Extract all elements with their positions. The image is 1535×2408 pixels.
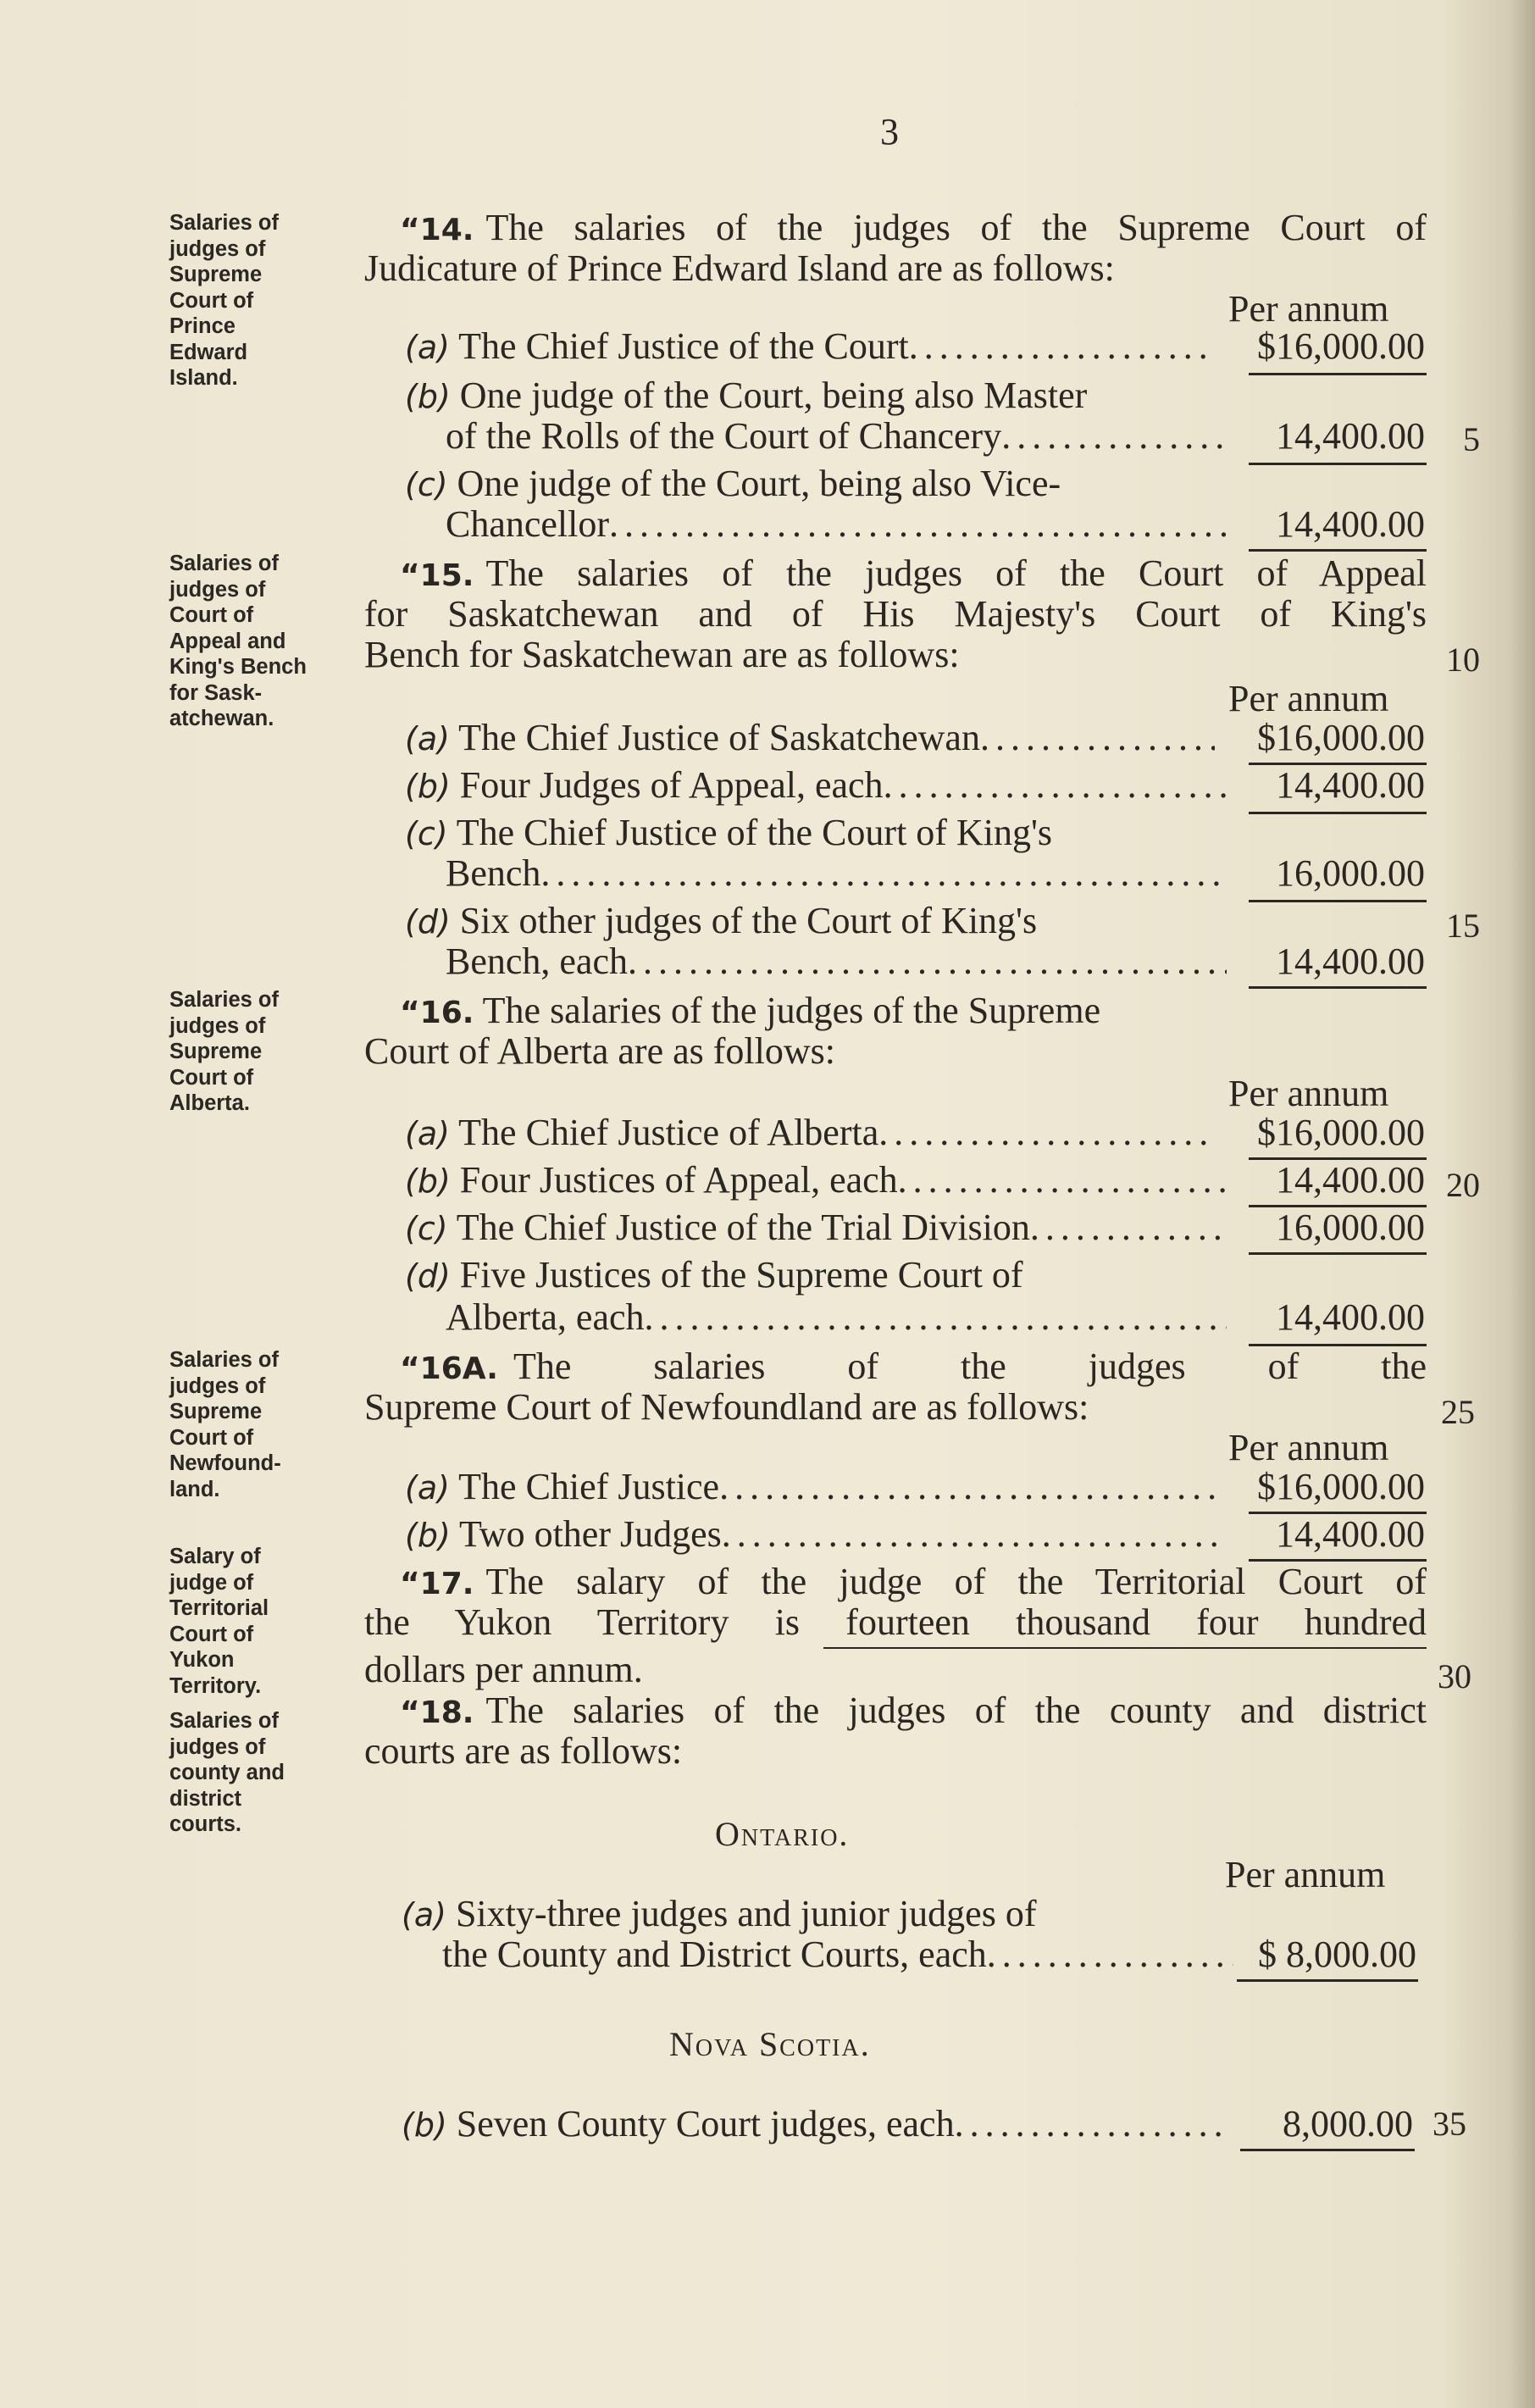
ontario-item-a-line1 xyxy=(402,1893,1036,1936)
item-mark: (b) xyxy=(405,1162,451,1200)
item-text: Six other judges of the Court of King's xyxy=(459,900,1038,941)
item-text: Sixty-three judges and junior judges of xyxy=(455,1893,1037,1934)
line-number: 25 xyxy=(1441,1393,1475,1431)
margin-line: judges of xyxy=(169,1013,266,1038)
item-mark: (b) xyxy=(402,2106,447,2144)
margin-line: district xyxy=(169,1786,242,1811)
item-mark: (d) xyxy=(405,1257,451,1295)
s16-line-1 xyxy=(400,990,1100,1035)
leader-dots xyxy=(540,852,1227,895)
item-text: Two other Judges xyxy=(459,1513,722,1555)
item-mark: (a) xyxy=(405,329,450,366)
item-text: Seven County Court judges, each xyxy=(456,2103,955,2144)
s17-line-3: dollars per annum. xyxy=(364,1649,643,1690)
item-text: Alberta, each xyxy=(446,1296,645,1338)
margin-note-newfoundland xyxy=(169,1347,322,1502)
s15-item-d-line2 xyxy=(446,940,1227,983)
s16a-line-2: Supreme Court of Newfoundland are as follows: xyxy=(364,1386,1089,1428)
per-annum-heading: Per annum xyxy=(1228,288,1389,330)
s16-c-amount: 16,000.00 xyxy=(1276,1207,1425,1248)
page-number: 3 xyxy=(880,111,899,153)
margin-line: Alberta. xyxy=(169,1091,250,1115)
s15-c-amount: 16,000.00 xyxy=(1276,852,1425,894)
item-text: of the Rolls of the Court of Chancery xyxy=(446,415,1002,457)
margin-line: Salaries of xyxy=(169,1709,279,1733)
item-text: Four Judges of Appeal, each xyxy=(459,764,884,806)
item-text: One judge of the Court, being also Vice- xyxy=(457,463,1061,504)
line-number: 20 xyxy=(1446,1166,1480,1204)
margin-line: Salaries of xyxy=(169,988,279,1012)
s16a-item-b xyxy=(405,1513,1227,1556)
item-mark: (d) xyxy=(405,903,451,940)
item-text: The Chief Justice of the Court xyxy=(458,325,909,367)
item-mark: (a) xyxy=(405,1469,450,1506)
s15-line-3: Bench for Saskatchewan are as follows: xyxy=(364,634,960,675)
item-text: Four Justices of Appeal, each xyxy=(459,1159,898,1201)
ontario-item-a-line2 xyxy=(442,1934,1233,1976)
margin-line: Territorial xyxy=(169,1596,269,1620)
margin-line: land. xyxy=(169,1477,220,1501)
section-number-suffix: A. xyxy=(462,1351,498,1386)
item-mark: (a) xyxy=(405,1115,450,1152)
amount-rule xyxy=(1249,549,1427,552)
s15-text-2: for Saskatchewan and of His Majesty's Court of King's xyxy=(364,593,1427,635)
s15-line-2 xyxy=(364,593,1427,635)
margin-line: Edward xyxy=(169,340,248,364)
item-mark: (b) xyxy=(405,378,451,415)
margin-line: Court of xyxy=(169,603,254,627)
leader-dots xyxy=(955,2103,1230,2145)
s17-line-1 xyxy=(400,1561,1427,1606)
section-number: “15. xyxy=(400,558,474,593)
margin-line: Prince xyxy=(169,314,236,338)
leader-dots xyxy=(980,717,1215,759)
s15-b-amount: 14,400.00 xyxy=(1276,764,1425,806)
section-number: “18. xyxy=(400,1695,474,1730)
s16-line-2: Court of Alberta are as follows: xyxy=(364,1030,835,1072)
per-annum-heading: Per annum xyxy=(1228,1427,1389,1468)
amount-rule xyxy=(1249,986,1427,989)
item-mark: (c) xyxy=(405,1210,448,1247)
s16a-item-a xyxy=(405,1466,1215,1508)
s16a-b-amount: 14,400.00 xyxy=(1276,1513,1425,1555)
s14-c-amount: 14,400.00 xyxy=(1276,503,1425,545)
item-mark: (a) xyxy=(402,1896,446,1934)
item-mark: (b) xyxy=(405,768,451,805)
leader-dots xyxy=(645,1296,1227,1339)
page-edge-shadow xyxy=(1510,0,1535,2408)
margin-note-alberta xyxy=(169,987,322,1117)
s16-item-c xyxy=(405,1207,1227,1249)
s16-item-a xyxy=(405,1112,1215,1154)
s16-item-d-line2 xyxy=(446,1296,1227,1339)
margin-line: atchewan. xyxy=(169,707,274,730)
s15-item-b xyxy=(405,764,1227,807)
s15-line-1 xyxy=(400,552,1427,597)
item-text: Bench, each xyxy=(446,940,628,982)
leader-dots xyxy=(884,764,1227,807)
item-text: The Chief Justice xyxy=(458,1466,720,1507)
nova-scotia-amount: 8,000.00 xyxy=(1283,2103,1413,2144)
leader-dots xyxy=(628,940,1227,983)
s16-item-d-line1 xyxy=(405,1254,1023,1297)
margin-line: Territory. xyxy=(169,1673,262,1698)
margin-line: Court of xyxy=(169,1425,254,1450)
s17-text-2: the Yukon Territory is fourteen thousand four hundred xyxy=(364,1601,1427,1643)
amount-rule xyxy=(1240,2149,1415,2151)
s14-line-1 xyxy=(400,207,1427,252)
s15-text-1: The salaries of the judges of the Court of Appeal xyxy=(485,552,1427,594)
per-annum-heading: Per annum xyxy=(1228,678,1389,719)
amount-rule xyxy=(1249,1252,1427,1255)
s15-item-a xyxy=(405,717,1215,759)
line-number: 30 xyxy=(1438,1657,1471,1695)
leader-dots xyxy=(1001,415,1227,458)
margin-line: Appeal and xyxy=(169,629,286,653)
s14-item-b-line1 xyxy=(405,375,1087,418)
item-mark: (c) xyxy=(405,466,448,503)
leader-dots xyxy=(987,1934,1233,1976)
s16-item-b xyxy=(405,1159,1227,1201)
heading-ontario: Ontario. xyxy=(715,1815,850,1853)
margin-line: Supreme xyxy=(169,1040,263,1063)
line-number: 15 xyxy=(1446,907,1480,945)
margin-line: Court of xyxy=(169,1622,254,1646)
section-number: “14. xyxy=(400,213,474,247)
s16-d-amount: 14,400.00 xyxy=(1276,1296,1425,1338)
margin-line: Salaries of xyxy=(169,1348,279,1372)
amount-rule xyxy=(1249,463,1427,465)
s15-a-amount: $16,000.00 xyxy=(1257,717,1425,758)
s16a-text-1: The salaries of the judges of the xyxy=(513,1345,1427,1387)
margin-line: Salary of xyxy=(169,1545,261,1568)
heading-nova-scotia: Nova Scotia. xyxy=(669,2025,871,2063)
margin-line: for Sask- xyxy=(169,680,263,705)
s14-item-c-line2 xyxy=(446,503,1227,546)
s14-item-c-line1 xyxy=(405,463,1061,506)
amount-rule xyxy=(1249,900,1427,902)
s15-item-c-line1 xyxy=(405,812,1052,855)
margin-note-saskatchewan xyxy=(169,551,322,732)
leader-dots xyxy=(609,503,1227,546)
section-number: “17. xyxy=(400,1567,474,1601)
s18-line-1 xyxy=(400,1689,1427,1734)
margin-note-yukon xyxy=(169,1544,322,1699)
margin-line: Supreme xyxy=(169,1400,263,1423)
margin-note-county-courts xyxy=(169,1708,322,1838)
margin-note-pei xyxy=(169,210,322,391)
per-annum-heading: Per annum xyxy=(1228,1073,1389,1114)
s15-item-c-line2 xyxy=(446,852,1227,895)
line-number: 35 xyxy=(1432,2105,1466,2143)
item-text: the County and District Courts, each xyxy=(442,1934,987,1975)
margin-line: Island. xyxy=(169,366,238,390)
leader-dots xyxy=(909,325,1215,368)
margin-line: judges of xyxy=(169,236,266,261)
s15-d-amount: 14,400.00 xyxy=(1276,940,1425,982)
s16a-line-1 xyxy=(400,1345,1427,1390)
leader-dots xyxy=(1030,1207,1227,1249)
margin-line: Court of xyxy=(169,288,254,313)
section-number: “16 xyxy=(400,1351,463,1386)
s15-item-d-line1 xyxy=(405,900,1037,943)
nova-scotia-item xyxy=(402,2103,1230,2145)
s16-b-amount: 14,400.00 xyxy=(1276,1159,1425,1201)
line-number: 10 xyxy=(1446,641,1480,679)
item-text: Five Justices of the Supreme Court of xyxy=(459,1254,1023,1296)
s16a-a-amount: $16,000.00 xyxy=(1257,1466,1425,1507)
margin-line: Salaries of xyxy=(169,552,279,575)
item-mark: (c) xyxy=(405,815,448,852)
margin-line: county and xyxy=(169,1761,285,1784)
leader-dots xyxy=(719,1466,1215,1508)
s17-line-2 xyxy=(364,1601,1427,1644)
s16-text-1: The salaries of the judges of the Supreme xyxy=(482,990,1101,1031)
leader-dots xyxy=(878,1112,1215,1154)
s17-text-1: The salary of the judge of the Territorial Court of xyxy=(485,1561,1427,1602)
item-text: The Chief Justice of the Court of King's xyxy=(456,812,1053,853)
s14-text-1: The salaries of the judges of the Supreme Court of xyxy=(485,207,1427,248)
margin-line: Newfound- xyxy=(169,1451,281,1475)
s16-a-amount: $16,000.00 xyxy=(1257,1112,1425,1153)
item-text: Bench xyxy=(446,852,541,894)
margin-line: Court of xyxy=(169,1065,254,1090)
margin-line: Supreme xyxy=(169,263,263,286)
s14-line-2: Judicature of Prince Edward Island are as follows: xyxy=(364,247,1115,289)
amount-rule xyxy=(1249,812,1427,814)
margin-line: Yukon xyxy=(169,1648,235,1672)
amount-rule xyxy=(1237,1979,1418,1982)
s18-line-2: courts are as follows: xyxy=(364,1730,683,1772)
ontario-a-amount: $ 8,000.00 xyxy=(1258,1934,1416,1975)
item-mark: (b) xyxy=(405,1517,451,1554)
s14-b-amount: 14,400.00 xyxy=(1276,415,1425,457)
margin-line: judges of xyxy=(169,1373,266,1398)
leader-dots xyxy=(722,1513,1227,1556)
amount-rule xyxy=(1249,373,1427,375)
margin-line: King's Bench xyxy=(169,655,307,679)
s14-a-amount: $16,000.00 xyxy=(1257,325,1425,367)
s18-text-1: The salaries of the judges of the county and district xyxy=(485,1689,1427,1731)
margin-line: judge of xyxy=(169,1570,254,1595)
item-text: The Chief Justice of Saskatchewan xyxy=(458,717,980,758)
margin-line: judges of xyxy=(169,577,266,602)
item-text: The Chief Justice of the Trial Division xyxy=(456,1207,1030,1248)
margin-line: courts. xyxy=(169,1812,242,1836)
per-annum-heading: Per annum xyxy=(1225,1854,1386,1895)
item-mark: (a) xyxy=(405,720,450,757)
s14-item-b-line2 xyxy=(446,415,1227,458)
item-text: Chancellor xyxy=(446,503,610,545)
margin-line: Salaries of xyxy=(169,211,279,235)
item-text: One judge of the Court, being also Master xyxy=(459,375,1088,416)
section-number: “16. xyxy=(400,996,474,1030)
margin-line: judges of xyxy=(169,1734,266,1759)
line-number: 5 xyxy=(1463,420,1480,458)
underline-rule xyxy=(823,1647,1427,1649)
s14-item-a xyxy=(405,325,1215,368)
item-text: The Chief Justice of Alberta xyxy=(458,1112,879,1153)
leader-dots xyxy=(898,1159,1227,1201)
